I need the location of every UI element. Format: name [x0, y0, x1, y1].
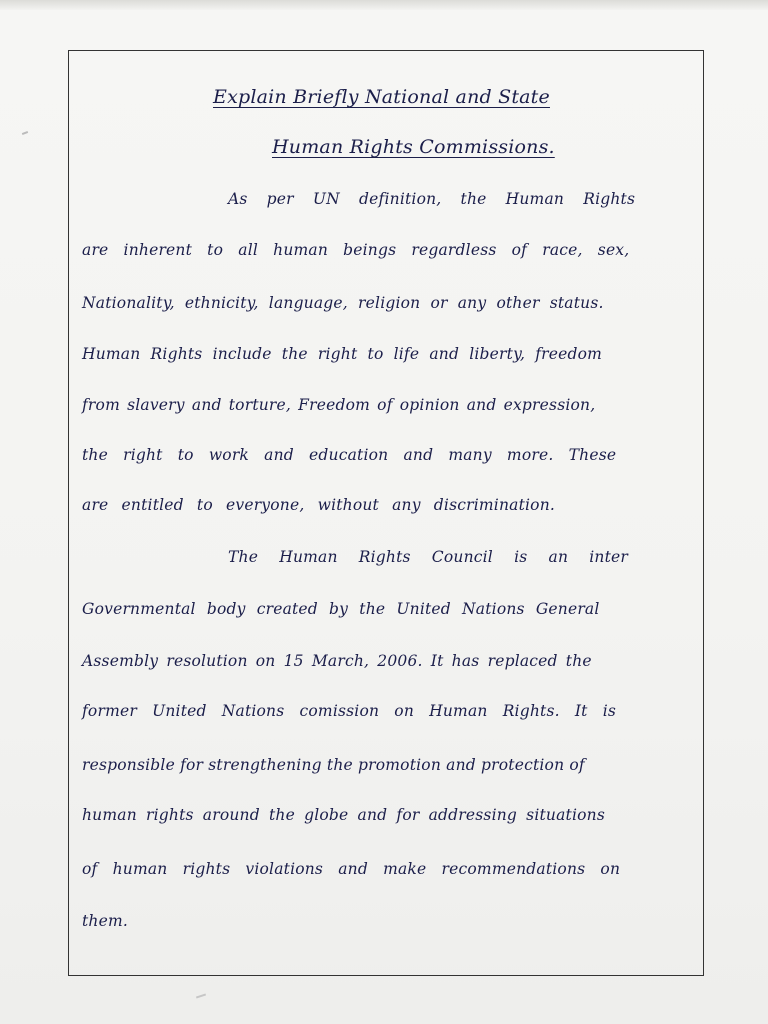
- text-line: are entitled to everyone, without any discrimination.: [82, 496, 555, 514]
- text-line: them.: [82, 912, 129, 930]
- text-line: The Human Rights Council is an inter: [228, 548, 629, 566]
- text-line: Nationality, ethnicity, language, religion or any other status.: [82, 294, 604, 312]
- text-line: Governmental body created by the United Nations General: [82, 600, 600, 618]
- paper-mark: [196, 994, 206, 999]
- paper-mark: [22, 131, 28, 135]
- heading-line-1: Explain Briefly National and State: [213, 86, 550, 108]
- page-top-edge: [0, 0, 768, 10]
- text-line: of human rights violations and make recommendations on: [82, 860, 621, 878]
- text-line: Human Rights include the right to life and liberty, freedom: [82, 345, 603, 363]
- text-line: Assembly resolution on 15 March, 2006. It has replaced the: [82, 652, 592, 670]
- text-line: responsible for strengthening the promotion and protection of: [82, 756, 585, 774]
- text-line: are inherent to all human beings regardless of race, sex,: [82, 241, 630, 259]
- text-line: human rights around the globe and for addressing situations: [82, 806, 605, 824]
- text-line: former United Nations comission on Human Rights. It is: [82, 702, 617, 720]
- heading-line-2: Human Rights Commissions.: [272, 136, 555, 158]
- text-line: As per UN definition, the Human Rights: [228, 190, 636, 208]
- text-line: from slavery and torture, Freedom of opinion and expression,: [82, 396, 596, 414]
- text-line: the right to work and education and many more. These: [82, 446, 617, 464]
